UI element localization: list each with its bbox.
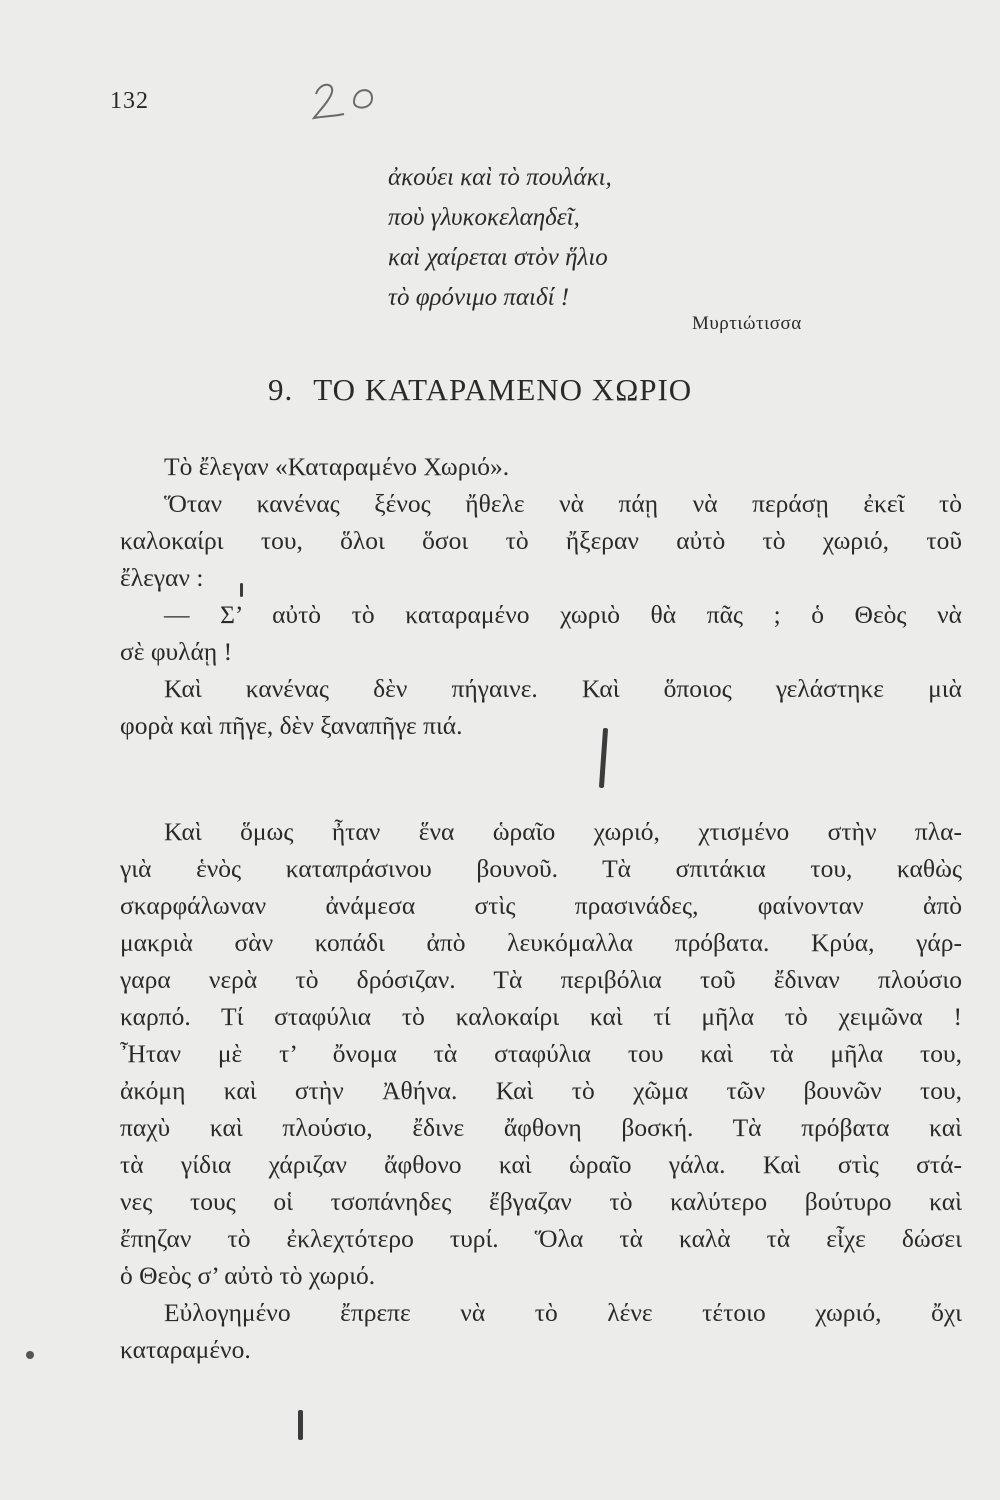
text-line: τὰ γίδια χάριζαν ἄφθονο καὶ ὡραῖο γάλα. Καὶ στὶς στά- [120, 1150, 962, 1179]
text-line: Τὸ ἔλεγαν «Καταραμένο Χωριό». [164, 452, 510, 481]
body-text-part-2 [120, 813, 962, 1368]
poem-author: Μυρτιώτισσα [692, 313, 802, 334]
text-line: ἔλεγαν : [120, 563, 204, 592]
text-line: καρπό. Τί σταφύλια τὸ καλοκαίρι καὶ τί μῆλα τὸ χειμῶνα ! [120, 1002, 962, 1031]
ink-mark [298, 1410, 303, 1440]
text-line: φορὰ καὶ πῆγε, δὲν ξαναπῆγε πιά. [120, 711, 463, 740]
poem [388, 158, 612, 318]
page-number: 132 [110, 88, 149, 114]
chapter-number: 9. [268, 372, 294, 407]
poem-line: τὸ φρόνιμο παιδί ! [388, 284, 570, 311]
text-line: ἀκόμη καὶ στὴν Ἀθήνα. Καὶ τὸ χῶμα τῶν βουνῶν του, [120, 1076, 962, 1105]
body-text-part-1 [120, 448, 962, 744]
text-line: καλοκαίρι του, ὅλοι ὅσοι τὸ ἤξεραν αὐτὸ τὸ χωριό, τοῦ [120, 526, 962, 555]
text-line: νες τους οἱ τσοπάνηδες ἔβγαζαν τὸ καλύτερο βούτυρο καὶ [120, 1187, 962, 1216]
text-line: καταραμένο. [120, 1335, 251, 1364]
poem-line: ἀκούει καὶ τὸ πουλάκι, [388, 164, 612, 191]
text-line: γιὰ ἑνὸς καταπράσινου βουνοῦ. Τὰ σπιτάκια του, καθὼς [120, 854, 962, 883]
text-line: σκαρφάλωναν ἀνάμεσα στὶς πρασινάδες, φαίνονταν ἀπὸ [120, 891, 962, 920]
text-line: σὲ φυλάῃ ! [120, 637, 233, 666]
handwritten-page-mark [310, 76, 390, 126]
text-line: μακριὰ σὰν κοπάδι ἀπὸ λευκόμαλλα πρόβατα. Κρύα, γάρ- [120, 928, 962, 957]
text-line: Καὶ κανένας δὲν πήγαινε. Καὶ ὅποιος γελάστηκε μιὰ [164, 674, 962, 703]
ink-mark [240, 583, 243, 597]
poem-line: καὶ χαίρεται στὸν ἥλιο [388, 244, 608, 271]
chapter-title: ΤΟ ΚΑΤΑΡΑΜΕΝΟ ΧΩΡΙΟ [313, 372, 693, 407]
text-line: Εὐλογημένο ἔπρεπε νὰ τὸ λένε τέτοιο χωριό, ὄχι [164, 1298, 962, 1327]
text-line: ἔπηζαν τὸ ἐκλεχτότερο τυρί. Ὅλα τὰ καλὰ τὰ εἶχε δώσει [120, 1224, 962, 1253]
text-line: γαρα νερὰ τὸ δρόσιζαν. Τὰ περιβόλια τοῦ ἔδιναν πλούσιο [120, 965, 962, 994]
text-line: Ὅταν κανένας ξένος ἤθελε νὰ πάῃ νὰ περάσῃ ἐκεῖ τὸ [164, 489, 962, 518]
text-line: Καὶ ὅμως ἦταν ἕνα ὡραῖο χωριό, χτισμένο στὴν πλα- [164, 817, 962, 846]
poem-line: ποὺ γλυκοκελαηδεῖ, [388, 204, 580, 231]
ink-dot [26, 1351, 34, 1359]
chapter-heading [268, 372, 692, 408]
text-line: ὁ Θεὸς σ’ αὐτὸ τὸ χωριό. [120, 1261, 376, 1290]
text-line: Ἦταν μὲ τ’ ὄνομα τὰ σταφύλια του καὶ τὰ μῆλα του, [120, 1039, 962, 1068]
text-line: — Σ’ αὐτὸ τὸ καταραμένο χωριὸ θὰ πᾶς ; ὁ Θεὸς νὰ [164, 600, 962, 629]
text-line: παχὺ καὶ πλούσιο, ἔδινε ἄφθονη βοσκή. Τὰ πρόβατα καὶ [120, 1113, 962, 1142]
